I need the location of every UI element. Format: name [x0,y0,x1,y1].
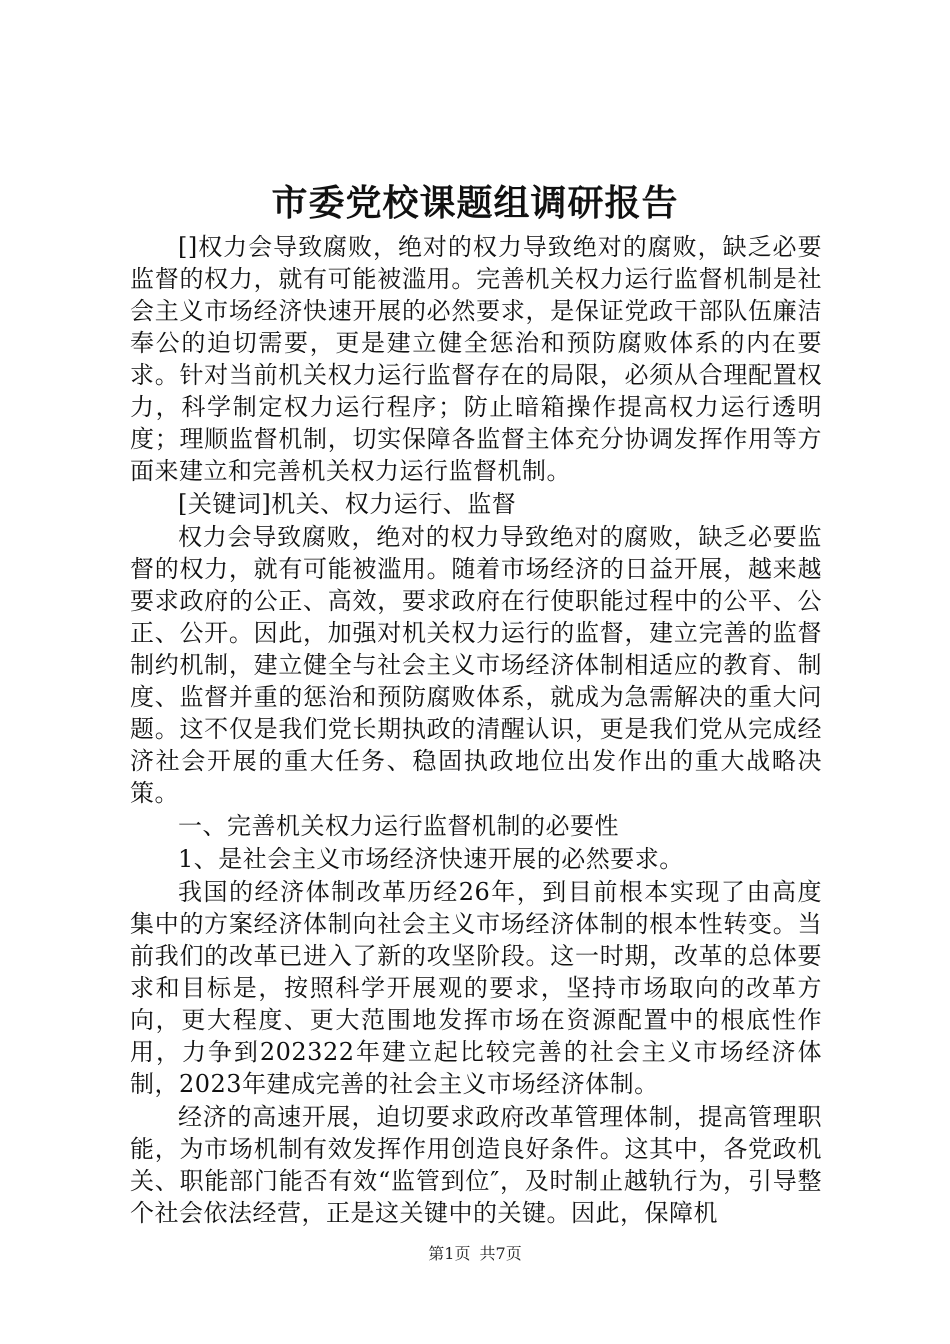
page-footer [0,1243,950,1265]
document-title: 市委党校课题组调研报告 [271,182,679,224]
body-paragraph: 我国的经济体制改革历经26年，到目前根本实现了由高度集中的方案经济体制向社会主义市场经济体制的根本性转变。当前我们的改革已进入了新的攻坚阶段。这一时期，改革的总体要求和目标是，按照科学开展观的要求，坚持市场取向的改革方向，更大程度、更大范围地发挥市场在资源配置中的根底性作用，力争到202322年建立起比较完善的社会主义市场经济体制，2023年建成完善的社会主义市场经济体制。 [130,878,822,1098]
keywords-paragraph: [关键词]机关、权力运行、监督 [178,490,517,518]
abstract-paragraph: []权力会导致腐败，绝对的权力导致绝对的腐败，缺乏必要监督的权力，就有可能被滥用。完善机关权力运行监督机制是社会主义市场经济快速开展的必然要求，是保证党政干部队伍廉洁奉公的迫切需要，更是建立健全惩治和预防腐败体系的内在要求。针对当前机关权力运行监督存在的局限，必须从合理配置权力，科学制定权力运行程序；防止暗箱操作提高权力运行透明度；理顺监督机制，切实保障各监督主体充分协调发挥作用等方面来建立和完善机关权力运行监督机制。 [130,233,822,485]
page-total: 共7页 [479,1244,522,1263]
subsection-heading: 1、是社会主义市场经济快速开展的必然要求。 [178,845,684,873]
section-heading: 一、完善机关权力运行监督机制的必要性 [178,812,619,840]
body-paragraph: 经济的高速开展，迫切要求政府改革管理体制，提高管理职能，为市场机制有效发挥作用创造良好条件。这其中，各党政机关、职能部门能否有效“监管到位″，及时制止越轨行为，引导整个社会依法经营，正是这关键中的关键。因此，保障机 [130,1103,822,1227]
document-body [130,231,822,1229]
body-paragraph: 权力会导致腐败，绝对的权力导致绝对的腐败，缺乏必要监督的权力，就有可能被滥用。随着市场经济的日益开展，越来越要求政府的公正、高效，要求政府在行使职能过程中的公平、公正、公开。因此，加强对机关权力运行的监督，建立完善的监督制约机制，建立健全与社会主义市场经济体制相适应的教育、制度、监督并重的惩治和预防腐败体系，就成为急需解决的重大问题。这不仅是我们党长期执政的清醒认识，更是我们党从完成经济社会开展的重大任务、稳固执政地位出发作出的重大战略决策。 [130,523,822,807]
page-number: 第1页 [428,1244,471,1263]
